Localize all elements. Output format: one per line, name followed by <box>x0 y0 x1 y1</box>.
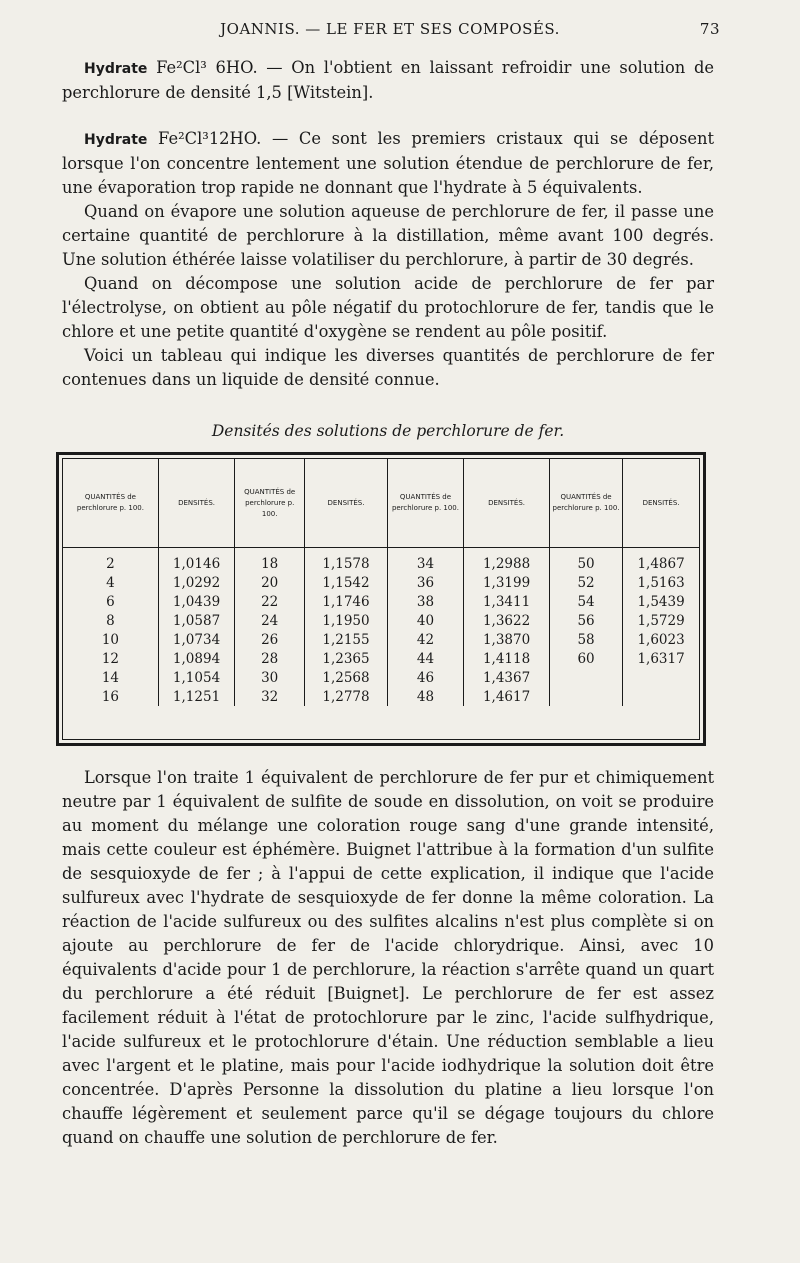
table-cell: 30 <box>235 668 305 687</box>
paragraph-text: Quand on évapore une solution aqueuse de perchlorure de fer, il passe une certaine quantité de perchlorure à la distillation, même avant 100 degrés. Une solution éthérée laisse volatiliser du perchlorure, à partir de 30 degrés. <box>62 202 714 269</box>
table-cell <box>623 668 699 687</box>
column-header: DENSITÉS. <box>464 459 550 548</box>
table-cell: 1,4118 <box>464 649 550 668</box>
column-header: DENSITÉS. <box>305 459 388 548</box>
table-row <box>63 573 699 592</box>
running-header <box>60 20 720 46</box>
table-cell: 1,1251 <box>158 687 234 706</box>
table-cell: 56 <box>550 611 623 630</box>
table-cell <box>550 687 623 706</box>
table-cell: 1,0146 <box>158 548 234 574</box>
table-row <box>63 630 699 649</box>
column-header: DENSITÉS. <box>623 459 699 548</box>
table-row <box>63 668 699 687</box>
table-cell: 1,3199 <box>464 573 550 592</box>
table-cell: 1,1746 <box>305 592 388 611</box>
table-cell <box>623 687 699 706</box>
page-number: 73 <box>699 20 720 38</box>
table-cell: 1,1542 <box>305 573 388 592</box>
paragraph-text: Fe²Cl³ 6HO. — On l'obtient en laissant refroidir une solution de perchlorure de densité 1,5 [Witstein]. <box>62 58 714 102</box>
table-cell: 16 <box>63 687 158 706</box>
table-cell: 1,2568 <box>305 668 388 687</box>
table-cell: 24 <box>235 611 305 630</box>
density-table <box>56 452 706 746</box>
table-cell: 46 <box>387 668 463 687</box>
table-cell: 48 <box>387 687 463 706</box>
table-row <box>63 611 699 630</box>
column-header: QUANTITÉS de perchlorure p. 100. <box>235 459 305 548</box>
paragraph-bold-lead: Hydrate <box>84 132 148 148</box>
header-title: JOANNIS. — LE FER ET SES COMPOSÉS. <box>220 20 560 38</box>
table-cell: 42 <box>387 630 463 649</box>
paragraph-text: Voici un tableau qui indique les diverses quantités de perchlorure de fer contenues dans un liquide de densité connue. <box>62 346 714 389</box>
table-cell: 1,0587 <box>158 611 234 630</box>
paragraph-bold-lead: Hydrate <box>84 61 148 77</box>
column-header: QUANTITÉS de perchlorure p. 100. <box>550 459 623 548</box>
table-cell: 1,1054 <box>158 668 234 687</box>
paragraph-sulfite-reaction: Lorsque l'on traite 1 équivalent de perchlorure de fer pur et chimiquement neutre par 1 équivalent de sulfite de soude en dissolution, on voit se produire au moment du mélange une coloration rouge sang d'une grande intensité, mais cette couleur est éphémère. Buignet l'attribue à la formation d'un sulfite de sesquioxyde de fer ; à l'appui de cette explication, il indique que l'acide sulfureux avec l'hydrate de sesquioxyde de fer donne la même coloration. La réaction de l'acide sulfureux ou des sulfites alcalins n'est plus complète si on ajoute au perchlorure de fer de l'acide chlorydrique. Ainsi, avec 10 équivalents d'acide pour 1 de perchlorure, la réaction s'arrête quand un quart du perchlorure a été réduit [Buignet]. Le perchlorure de fer est assez facilement réduit à l'état de protochlorure par le zinc, l'acide sulfhydrique, l'acide sulfureux et le protochlorure d'étain. Une réduction semblable a lieu avec l'argent et le platine, mais pour l'acide iodhydrique la solution doit être concentrée. D'après Personne la dissolution du platine a lieu lorsque l'on chauffe légèrement et seulement parce qu'il se dégage toujours du chlore quand on chauffe une solution de perchlorure de fer. <box>62 768 714 1147</box>
paragraph-text: Fe²Cl³12HO. — Ce sont les premiers cristaux qui se déposent lorsque l'on concentre lentement une solution étendue de perchlorure de fer, une évaporation trop rapide ne donnant que l'hydrate à 5 équivalents. <box>62 129 714 197</box>
table-cell: 14 <box>63 668 158 687</box>
paragraph-table-intro <box>62 344 714 392</box>
table-cell: 26 <box>235 630 305 649</box>
table-cell: 1,3870 <box>464 630 550 649</box>
table-cell: 1,5729 <box>637 612 685 629</box>
table-caption: Densités des solutions de perchlorure de fer. <box>211 422 565 440</box>
table-header-row <box>63 459 699 548</box>
table-cell: 12 <box>63 649 158 668</box>
table-cell: 18 <box>235 548 305 574</box>
table-cell: 8 <box>63 611 158 630</box>
table-cell: 36 <box>387 573 463 592</box>
column-header: QUANTITÉS de perchlorure p. 100. <box>63 459 158 548</box>
table-cell: 32 <box>235 687 305 706</box>
table-cell: 6 <box>63 592 158 611</box>
table-cell: 52 <box>550 573 623 592</box>
table-cell: 1,1950 <box>305 611 388 630</box>
table-row <box>63 649 699 668</box>
bottom-text <box>62 766 714 1150</box>
table-cell: 1,2778 <box>305 687 388 706</box>
table-row <box>63 592 699 611</box>
table-cell: 1,0734 <box>158 630 234 649</box>
table-cell: 38 <box>387 592 463 611</box>
table-cell: 1,6023 <box>637 631 685 648</box>
table-cell <box>550 668 623 687</box>
table-cell: 1,4617 <box>464 687 550 706</box>
table-row <box>63 687 699 706</box>
table-cell: 28 <box>235 649 305 668</box>
top-text <box>62 56 714 392</box>
table-cell: 60 <box>550 649 623 668</box>
table-cell: 1,1578 <box>305 548 388 574</box>
table-cell: 4 <box>63 573 158 592</box>
table-row <box>63 548 699 574</box>
paragraph-text: Quand on décompose une solution acide de perchlorure de fer par l'électrolyse, on obtient au pôle négatif du protochlorure de fer, tandis que le chlore et une petite quantité d'oxygène se rendent au pôle positif. <box>62 274 714 341</box>
table-cell: 10 <box>63 630 158 649</box>
table-cell: 1,2988 <box>464 548 550 574</box>
table-cell: 1,6317 <box>637 650 685 667</box>
table-cell: 22 <box>235 592 305 611</box>
table-cell: 1,4367 <box>464 668 550 687</box>
paragraph-evaporation <box>62 200 714 272</box>
paragraph-electrolysis <box>62 272 714 344</box>
paragraph-hydrate-12 <box>62 127 714 200</box>
table-cell: 58 <box>550 630 623 649</box>
table-cell: 44 <box>387 649 463 668</box>
table-cell: 50 <box>550 548 623 574</box>
table-cell: 1,2365 <box>305 649 388 668</box>
table-cell: 1,2155 <box>305 630 388 649</box>
table-cell: 1,0292 <box>158 573 234 592</box>
table-cell: 1,5439 <box>637 593 685 610</box>
column-header: DENSITÉS. <box>158 459 234 548</box>
table-cell: 1,4867 <box>637 555 685 572</box>
table-cell: 1,3411 <box>464 592 550 611</box>
table-cell: 1,0894 <box>158 649 234 668</box>
table-cell: 2 <box>63 548 158 574</box>
table-cell: 54 <box>550 592 623 611</box>
table-cell: 34 <box>387 548 463 574</box>
table-cell: 1,5163 <box>637 574 685 591</box>
table-cell: 20 <box>235 573 305 592</box>
column-header: QUANTITÉS de perchlorure p. 100. <box>387 459 463 548</box>
table-cell: 1,3622 <box>464 611 550 630</box>
table-cell: 1,0439 <box>158 592 234 611</box>
table-cell: 40 <box>387 611 463 630</box>
paragraph-hydrate-6 <box>62 56 714 105</box>
